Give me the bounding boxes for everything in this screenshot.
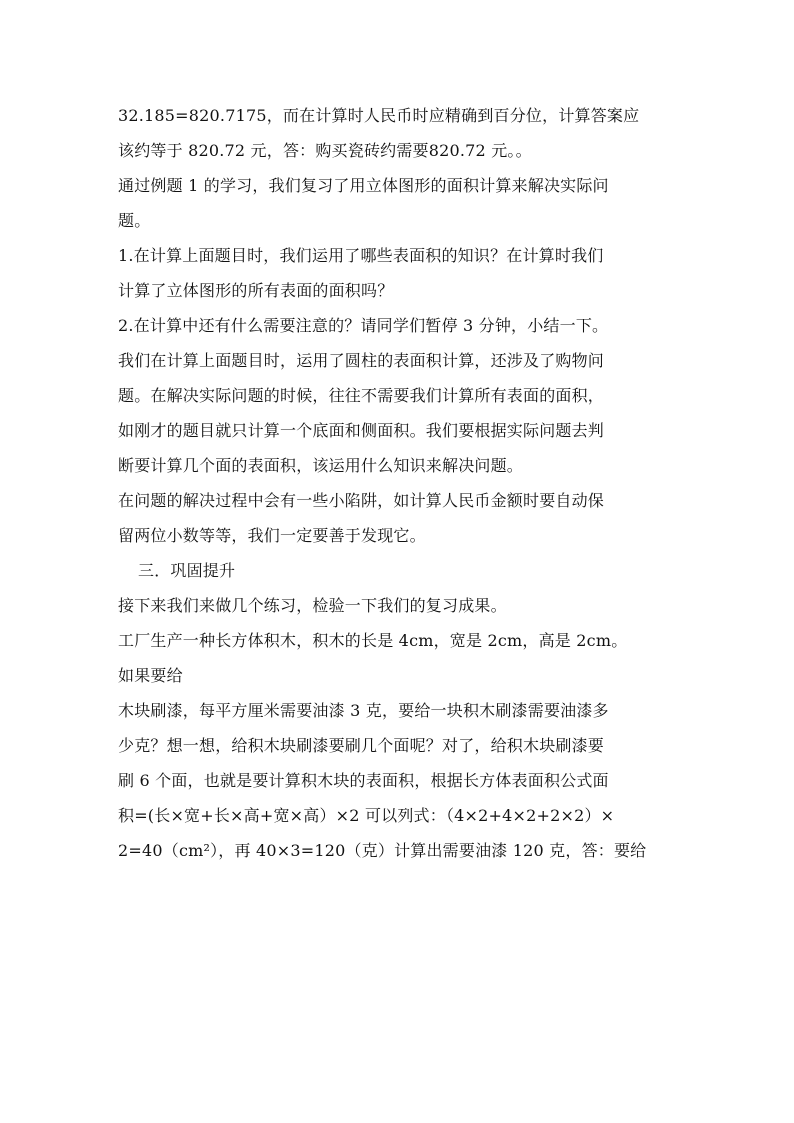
formula-line: 2=40（cm²），再 40×3=120（克）计算出需要油漆 120 克，答：要给 (118, 841, 647, 860)
paragraph-line: 接下来我们来做几个练习，检验一下我们的复习成果。 (118, 596, 507, 615)
paragraph-line: 木块刷漆，每平方厘米需要油漆 3 克，要给一块积木刷漆需要油漆多 (118, 701, 609, 720)
paragraph-line: 工厂生产一种长方体积木，积木的长是 4cm，宽是 2cm，高是 2cm。 (118, 631, 628, 650)
section-heading: 三．巩固提升 (138, 561, 236, 580)
paragraph-line: 断要计算几个面的表面积，该运用什么知识来解决问题。 (118, 456, 524, 475)
paragraph-line: 如刚才的题目就只计算一个底面和侧面积。我们要根据实际问题去判 (118, 421, 605, 440)
paragraph-line: 通过例题 1 的学习，我们复习了用立体图形的面积计算来解决实际问 (118, 176, 609, 195)
paragraph-line: 该约等于 820.72 元，答：购买瓷砖约需要820.72 元。。 (118, 141, 532, 160)
question-line: 2.在计算中还有什么需要注意的？请同学们暂停 3 分钟，小结一下。 (118, 316, 609, 335)
paragraph-line: 题。在解决实际问题的时候，往往不需要我们计算所有表面的面积， (118, 386, 605, 405)
paragraph-line: 如果要给 (118, 666, 183, 685)
question-line: 计算了立体图形的所有表面的面积吗？ (118, 281, 394, 300)
paragraph-line: 少克？想一想，给积木块刷漆要刷几个面呢？对了，给积木块刷漆要 (118, 736, 605, 755)
paragraph-line: 32.185=820.7175，而在计算时人民币时应精确到百分位，计算答案应 (118, 106, 640, 125)
document-body (118, 104, 688, 874)
paragraph-line: 留两位小数等等，我们一定要善于发现它。 (118, 526, 426, 545)
question-line: 1.在计算上面题目时，我们运用了哪些表面积的知识？在计算时我们 (118, 246, 604, 265)
paragraph-line: 在问题的解决过程中会有一些小陷阱，如计算人民币金额时要自动保 (118, 491, 605, 510)
paragraph-line: 刷 6 个面，也就是要计算积木块的表面积，根据长方体表面积公式面 (118, 771, 609, 790)
formula-line: 积=(长×宽+长×高+宽×高）×2 可以列式：（4×2+4×2+2×2）× (118, 806, 615, 825)
paragraph-line: 题。 (118, 211, 151, 230)
paragraph-line: 我们在计算上面题目时，运用了圆柱的表面积计算，还涉及了购物问 (118, 351, 605, 370)
